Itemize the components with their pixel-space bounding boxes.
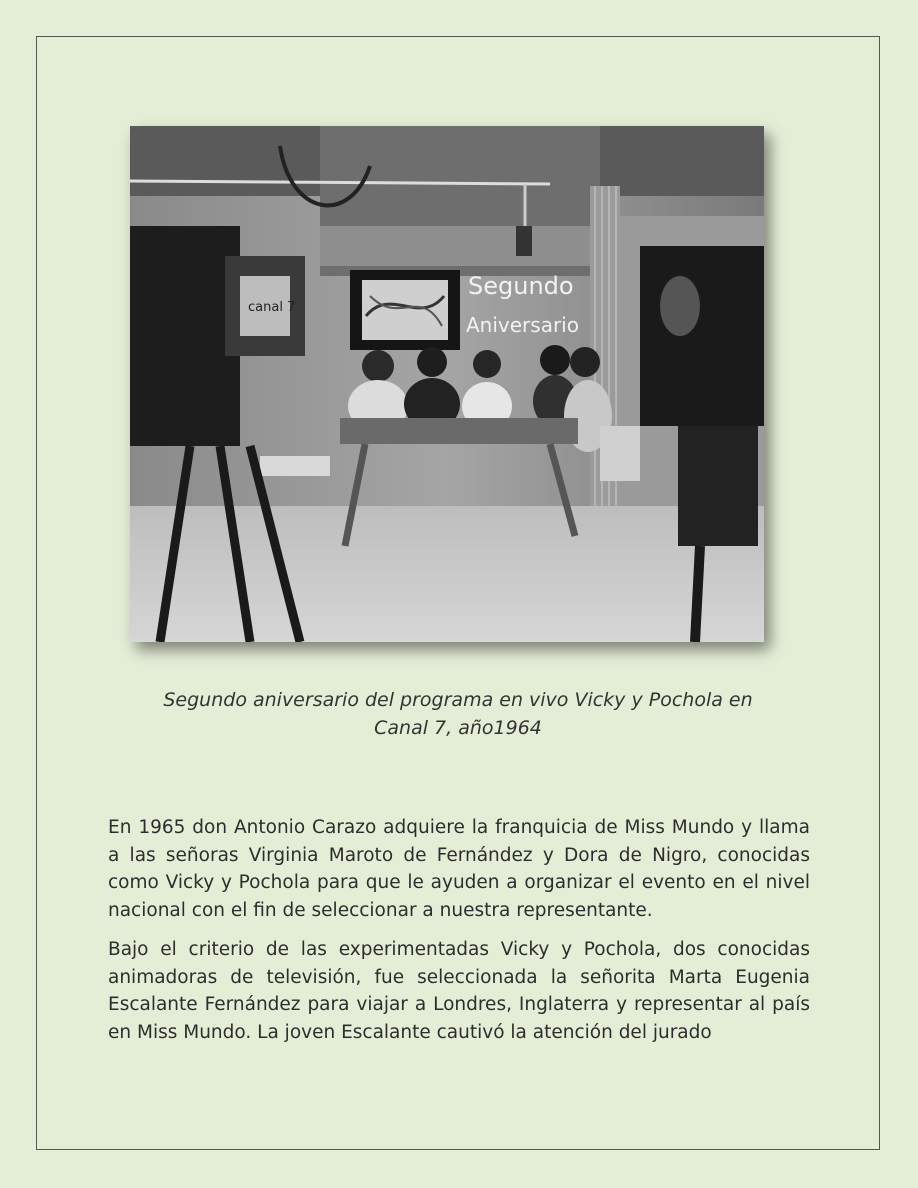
article-body xyxy=(108,814,810,1058)
historical-photo xyxy=(130,126,764,642)
caption-line-2: Canal 7, año1964 xyxy=(374,717,542,739)
photo-caption xyxy=(120,686,796,742)
paragraph-2: Bajo el criterio de las experimentadas Vicky y Pochola, dos conocidas animadoras de televisión, fue seleccionada la señorita Marta Eugenia Escalante Fernández para viajar a Londres, Inglaterra y representar al país en Miss Mundo. La joven Escalante cautivó la atención del jurado xyxy=(108,939,810,1043)
tv-studio-photo-icon xyxy=(130,126,764,642)
sign-segundo: Segundo xyxy=(468,272,574,300)
camera-label: canal 7 xyxy=(248,300,296,315)
caption-line-1: Segundo aniversario del programa en vivo Vicky y Pochola en xyxy=(163,689,753,711)
sign-aniversario: Aniversario xyxy=(466,313,579,337)
paragraph-1: En 1965 don Antonio Carazo adquiere la franquicia de Miss Mundo y llama a las señoras Virginia Maroto de Fernández y Dora de Nigro, conocidas como Vicky y Pochola para que le ayuden a organizar el evento en el nivel nacional con el fin de seleccionar a nuestra representante. xyxy=(108,817,810,921)
